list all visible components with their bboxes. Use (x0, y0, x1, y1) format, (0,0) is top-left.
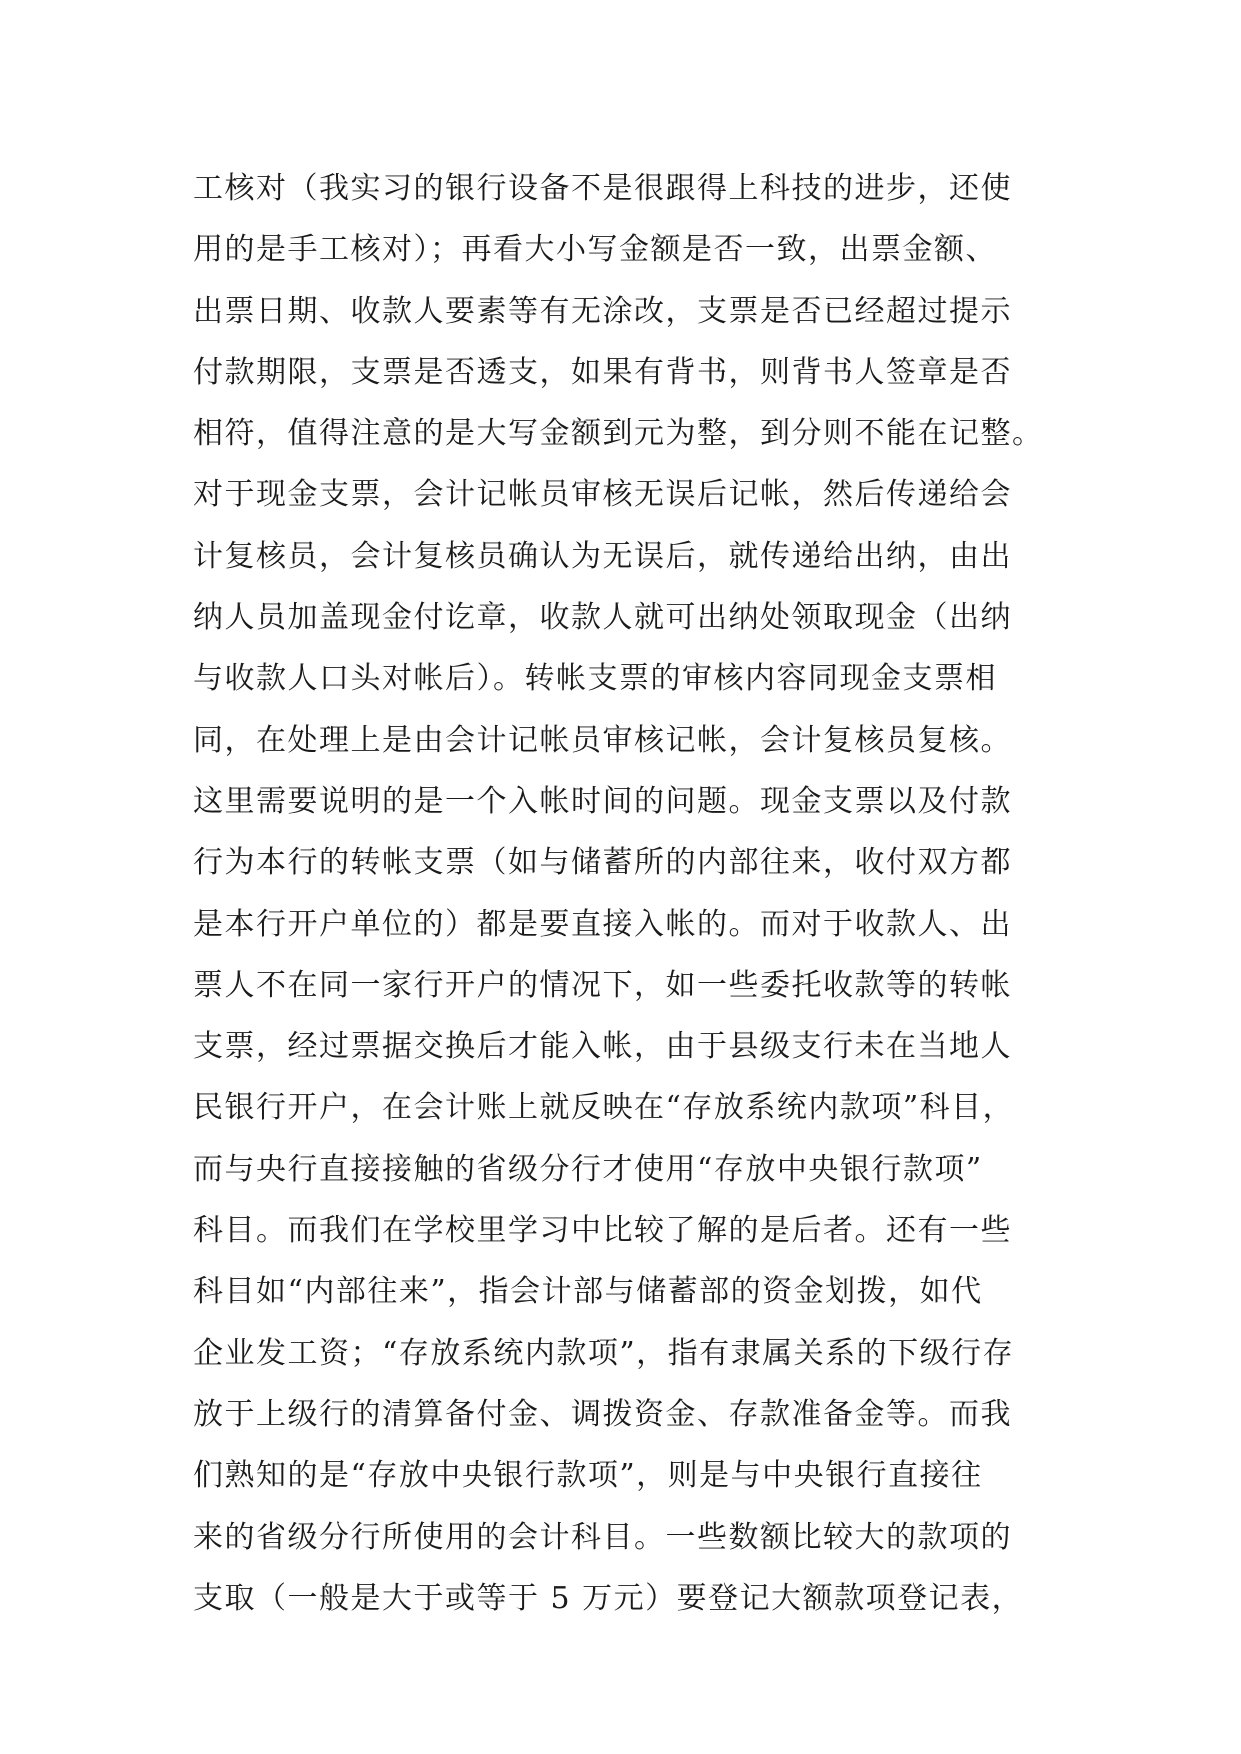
text-line: 对于现金支票，会计记帐员审核无误后记帐，然后传递给会 (193, 477, 1012, 513)
text-line: 与收款人口头对帐后）。转帐支票的审核内容同现金支票相 (193, 661, 997, 697)
text-line: 计复核员，会计复核员确认为无误后，就传递给出纳，由出 (193, 538, 1012, 574)
text-line: 支取（一般是大于或等于 5 万元）要登记大额款项登记表， (193, 1580, 1024, 1616)
text-line: 支票，经过票据交换后才能入帐，由于县级支行未在当地人 (193, 1029, 1012, 1065)
text-line: 来的省级分行所使用的会计科目。一些数额比较大的款项的 (193, 1519, 1012, 1555)
text-line: 行为本行的转帐支票（如与储蓄所的内部往来，收付双方都 (193, 845, 1012, 881)
text-line: 而与央行直接接触的省级分行才使用“存放中央银行款项” (193, 1151, 983, 1187)
text-line: 同，在处理上是由会计记帐员审核记帐，会计复核员复核。 (193, 722, 1012, 758)
text-line: 票人不在同一家行开户的情况下，如一些委托收款等的转帐 (193, 967, 1012, 1003)
body-paragraph (193, 158, 1073, 1629)
text-line: 纳人员加盖现金付讫章，收款人就可出纳处领取现金（出纳 (193, 600, 1012, 636)
text-line: 是本行开户单位的）都是要直接入帐的。而对于收款人、出 (193, 906, 1012, 942)
text-line: 们熟知的是“存放中央银行款项”，则是与中央银行直接往 (193, 1458, 983, 1494)
text-line: 工核对（我实习的银行设备不是很跟得上科技的进步，还使 (193, 171, 1012, 206)
text-line: 企业发工资；“存放系统内款项”，指有隶属关系的下级行存 (193, 1335, 1015, 1371)
text-line: 用的是手工核对）；再看大小写金额是否一致，出票金额、 (193, 232, 997, 268)
text-line: 民银行开户，在会计账上就反映在“存放系统内款项”科目， (193, 1090, 1015, 1126)
text-line: 相符，值得注意的是大写金额到元为整，到分则不能在记整。 (193, 416, 1044, 452)
text-line: 科目如“内部往来”，指会计部与储蓄部的资金划拨，如代 (193, 1274, 983, 1310)
text-line: 出票日期、收款人要素等有无涂改，支票是否已经超过提示 (193, 293, 1012, 329)
text-line: 科目。而我们在学校里学习中比较了解的是后者。还有一些 (193, 1213, 1012, 1249)
text-line: 这里需要说明的是一个入帐时间的问题。现金支票以及付款 (193, 783, 1012, 819)
text-line: 放于上级行的清算备付金、调拨资金、存款准备金等。而我 (193, 1396, 1012, 1432)
text-line: 付款期限，支票是否透支，如果有背书，则背书人签章是否 (193, 354, 1012, 390)
